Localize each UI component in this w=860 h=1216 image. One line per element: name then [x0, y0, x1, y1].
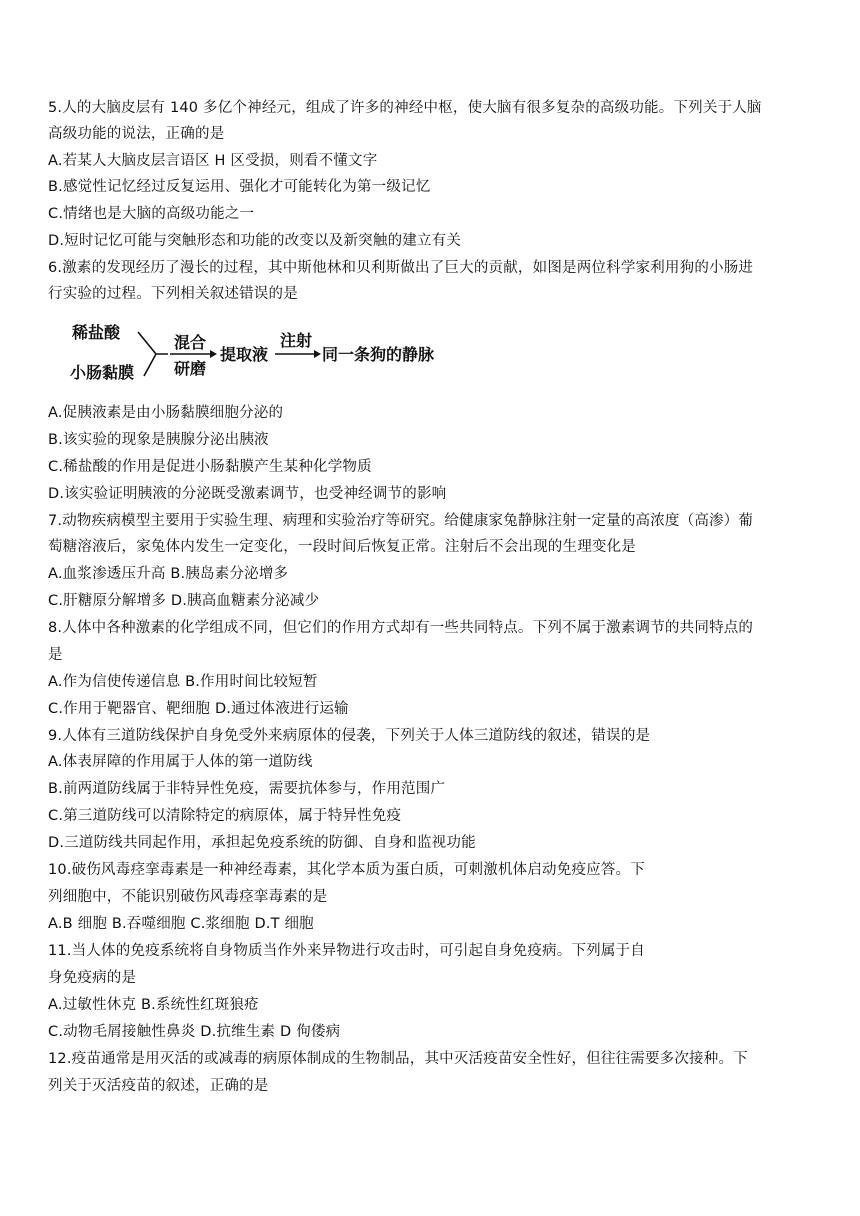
- option-d: D.短时记忆可能与突触形态和功能的改变以及新突触的建立有关: [48, 233, 462, 249]
- experiment-flow-diagram: [70, 316, 450, 388]
- text-line: 列细胞中，不能识别破伤风毒痉挛毒素的是: [48, 889, 328, 905]
- diagram-product: 提取液: [220, 345, 269, 364]
- arrow-head-icon: [314, 350, 321, 358]
- arrow-head-icon: [210, 350, 217, 358]
- option-a: A.体表屏障的作用属于人体的第一道防线: [48, 754, 313, 770]
- text-line: 是: [48, 647, 63, 663]
- text-line: 身免疫病的是: [48, 970, 137, 986]
- options-cd: C.动物毛屑接触性鼻炎 D.抗维生素 D 佝偻病: [48, 1024, 341, 1040]
- text-line: 萄糖溶液后，家兔体内发生一定变化，一段时间后恢复正常。注射后不会出现的生理变化是: [48, 539, 636, 555]
- text-line: 列关于灭活疫苗的叙述，正确的是: [48, 1078, 269, 1094]
- text-line: 9.人体有三道防线保护自身免受外来病原体的侵袭，下列关于人体三道防线的叙述，错误的是: [48, 728, 651, 744]
- option-b: B.感觉性记忆经过反复运用、强化才可能转化为第一级记忆: [48, 179, 431, 195]
- diagram-inject-label: 注射: [280, 331, 313, 350]
- text-line: 10.破伤风毒痉挛毒素是一种神经毒素，其化学本质为蛋白质，可刺激机体启动免疫应答。下: [48, 862, 645, 878]
- text-line: 6.激素的发现经历了漫长的过程，其中斯他林和贝利斯做出了巨大的贡献，如图是两位科学家利用狗的小肠进: [48, 260, 754, 276]
- diagram-input-mucosa: 小肠黏膜: [70, 363, 135, 382]
- merge-bracket: [138, 332, 168, 376]
- text-line: 7.动物疾病模型主要用于实验生理、病理和实验治疗等研究。给健康家兔静脉注射一定量的高浓度（高渗）葡: [48, 513, 754, 529]
- options-ab: A.作为信使传递信息 B.作用时间比较短暂: [48, 674, 318, 690]
- option-c: C.稀盐酸的作用是促进小肠黏膜产生某种化学物质: [48, 459, 372, 475]
- options-abcd: A.B 细胞 B.吞噬细胞 C.浆细胞 D.T 细胞: [48, 916, 314, 932]
- options-cd: C.肝糖原分解增多 D.胰高血糖素分泌减少: [48, 593, 320, 609]
- text-line: 5.人的大脑皮层有 140 多亿个神经元，组成了许多的神经中枢，使大脑有很多复杂的高级功能。下列关于人脑: [48, 100, 762, 116]
- text-line: 11.当人体的免疫系统将自身物质当作外来异物进行攻击时，可引起自身免疫病。下列属于自: [48, 943, 645, 959]
- text-line: 12.疫苗通常是用灭活的或减毒的病原体制成的生物制品，其中灭活疫苗安全性好，但往往需要多次接种。下: [48, 1051, 748, 1067]
- option-c: C.情绪也是大脑的高级功能之一: [48, 206, 255, 222]
- option-a: A.促胰液素是由小肠黏膜细胞分泌的: [48, 405, 284, 421]
- diagram-target: 同一条狗的静脉: [322, 345, 435, 364]
- options-ab: A.血浆渗透压升高 B.胰岛素分泌增多: [48, 566, 289, 582]
- option-b: B.前两道防线属于非特异性免疫，需要抗体参与，作用范围广: [48, 781, 446, 797]
- diagram-step-grind: 研磨: [174, 359, 207, 378]
- text-line: 行实验的过程。下列相关叙述错误的是: [48, 286, 298, 302]
- option-d: D.三道防线共同起作用，承担起免疫系统的防御、自身和监视功能: [48, 835, 476, 851]
- text-line: 高级功能的说法，正确的是: [48, 126, 225, 142]
- options-cd: C.作用于靶器官、靶细胞 D.通过体液进行运输: [48, 701, 349, 717]
- option-c: C.第三道防线可以清除特定的病原体，属于特异性免疫: [48, 808, 402, 824]
- option-a: A.若某人大脑皮层言语区 H 区受损，则看不懂文字: [48, 153, 378, 169]
- diagram-step-mix: 混合: [174, 333, 207, 352]
- option-d: D.该实验证明胰液的分泌既受激素调节，也受神经调节的影响: [48, 486, 447, 502]
- diagram-input-hcl: 稀盐酸: [72, 323, 121, 342]
- text-line: 8.人体中各种激素的化学组成不同，但它们的作用方式却有一些共同特点。下列不属于激素调节的共同特点的: [48, 620, 754, 636]
- option-b: B.该实验的现象是胰腺分泌出胰液: [48, 432, 269, 448]
- options-ab: A.过敏性休克 B.系统性红斑狼疮: [48, 997, 259, 1013]
